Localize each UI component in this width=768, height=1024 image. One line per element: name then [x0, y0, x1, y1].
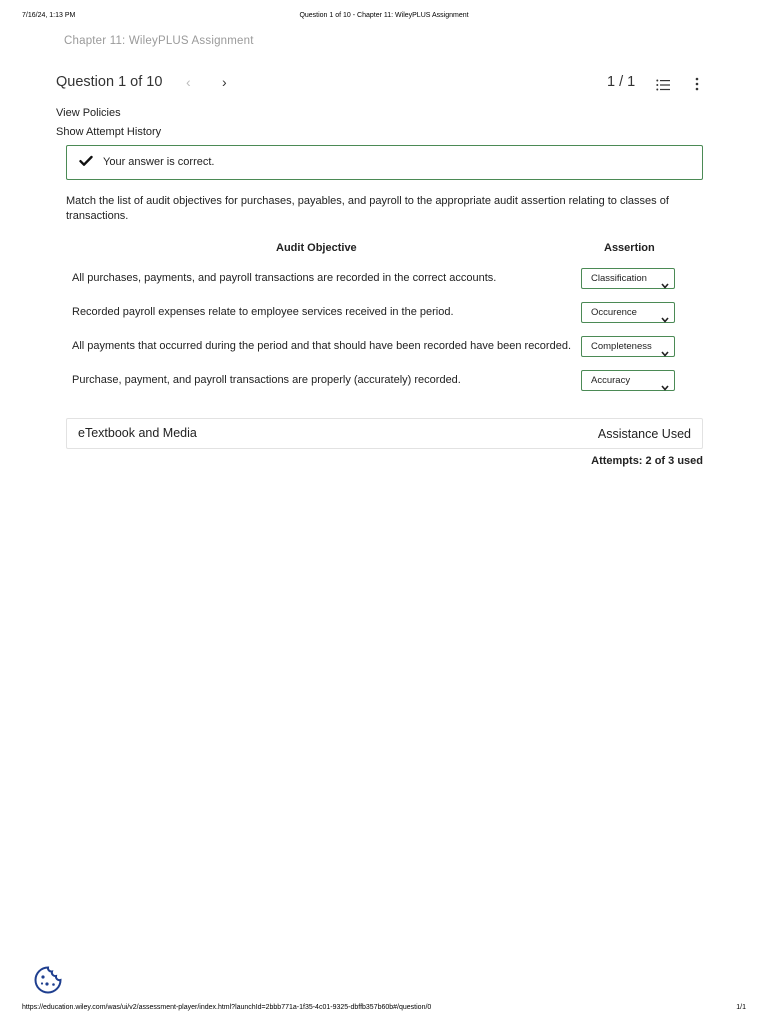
- assertion-select[interactable]: [581, 302, 675, 323]
- audit-objective-text: Purchase, payment, and payroll transactions are properly (accurately) recorded.: [72, 374, 461, 386]
- cookie-icon[interactable]: [33, 965, 63, 1000]
- chevron-down-icon: [661, 276, 669, 294]
- print-page-number: 1/1: [736, 1004, 746, 1011]
- assertion-selected-value: Occurence: [591, 307, 637, 318]
- print-page-title: Question 1 of 10 - Chapter 11: WileyPLUS Assignment: [299, 12, 469, 19]
- view-policies-link[interactable]: View Policies: [56, 107, 121, 119]
- audit-objective-text: All payments that occurred during the period and that should have been recorded have been recorded.: [72, 340, 571, 352]
- print-footer: [22, 1004, 746, 1014]
- feedback-message: Your answer is correct.: [103, 156, 215, 168]
- table-row: [72, 336, 682, 358]
- attempts-counter: Attempts: 2 of 3 used: [591, 455, 703, 467]
- assertion-selected-value: Classification: [591, 273, 647, 284]
- next-question-button[interactable]: ›: [222, 74, 227, 90]
- etextbook-media-panel[interactable]: [66, 418, 703, 449]
- column-header-assertion: Assertion: [604, 242, 655, 254]
- chevron-down-icon: [661, 378, 669, 396]
- table-row: [72, 370, 682, 392]
- assertion-select[interactable]: [581, 268, 675, 289]
- assertion-selected-value: Completeness: [591, 341, 652, 352]
- question-number: Question 1 of 10: [56, 74, 163, 90]
- chevron-down-icon: [661, 310, 669, 328]
- feedback-banner: [66, 145, 703, 180]
- list-icon[interactable]: [656, 78, 670, 96]
- table-row: [72, 302, 682, 324]
- previous-question-button[interactable]: ‹: [186, 74, 191, 90]
- assertion-select[interactable]: [581, 370, 675, 391]
- etextbook-media-label[interactable]: eTextbook and Media: [78, 426, 197, 440]
- audit-objective-text: Recorded payroll expenses relate to employee services received in the period.: [72, 306, 454, 318]
- assertion-selected-value: Accuracy: [591, 375, 631, 386]
- question-score: 1 / 1: [607, 74, 636, 90]
- question-bar: [56, 74, 712, 94]
- print-header: [22, 12, 746, 22]
- assignment-title: Chapter 11: WileyPLUS Assignment: [64, 35, 254, 47]
- chevron-down-icon: [661, 344, 669, 362]
- show-attempt-history-link[interactable]: Show Attempt History: [56, 126, 162, 138]
- audit-objective-text: All purchases, payments, and payroll transactions are recorded in the correct accounts.: [72, 272, 497, 284]
- more-vertical-icon[interactable]: [695, 77, 699, 96]
- table-row: [72, 268, 682, 290]
- column-header-objective: Audit Objective: [276, 242, 357, 254]
- assistance-used-label: Assistance Used: [597, 427, 691, 441]
- question-prompt: Match the list of audit objectives for purchases, payables, and payroll to the appropriate audit assertion relating to classes of transactions.: [66, 195, 669, 222]
- print-url: https://education.wiley.com/was/ui/v2/assessment-player/index.html?launchId=2bbb771a-1f35-4c01-9325-dbffb357b60b#/question/0: [22, 1004, 432, 1011]
- print-datetime: 7/16/24, 1:13 PM: [22, 12, 76, 19]
- checkmark-icon: [79, 154, 93, 172]
- assertion-select[interactable]: [581, 336, 675, 357]
